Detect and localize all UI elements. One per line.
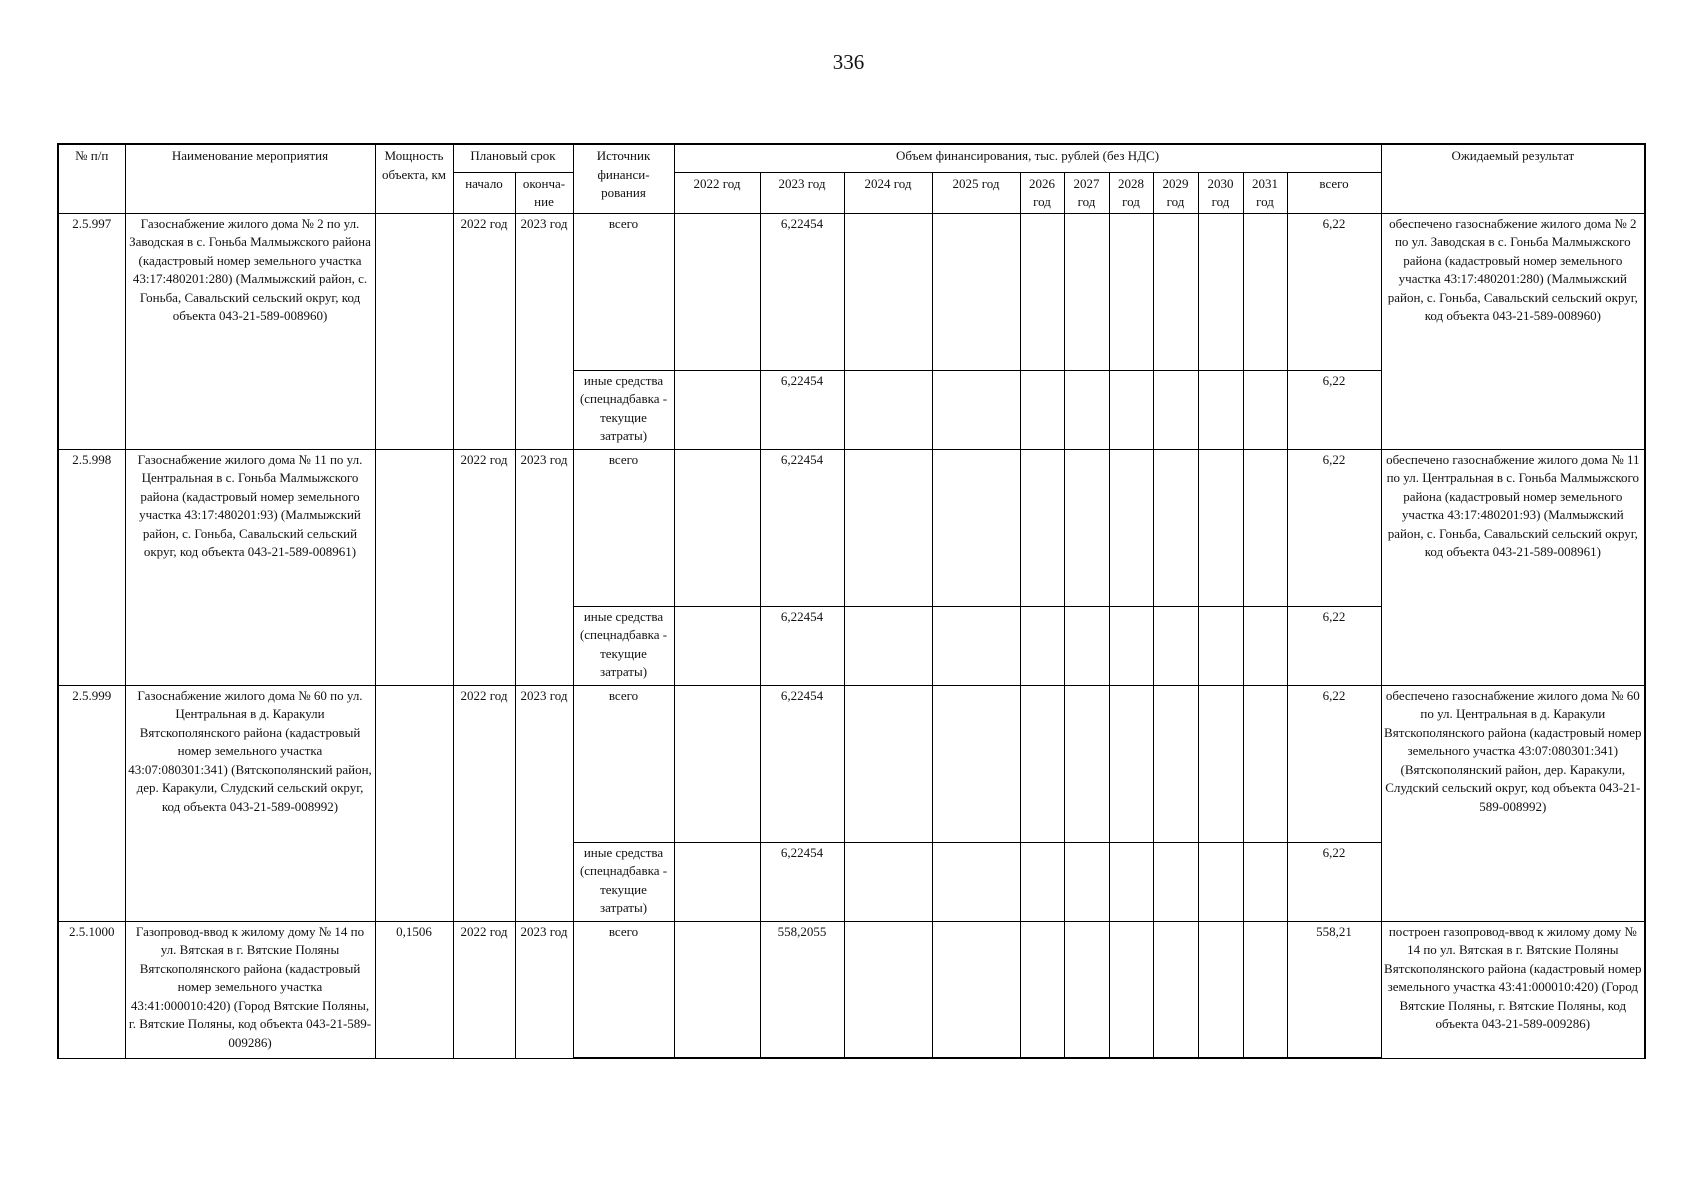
row-2022: [674, 685, 760, 842]
row-2022: [674, 370, 760, 449]
row-2031: [1243, 213, 1287, 370]
row-2024: [844, 213, 932, 370]
header-volume: Объем финансирования, тыс. рублей (без НДС): [674, 144, 1381, 172]
row-2028: [1109, 370, 1153, 449]
row-2023: 6,22454: [760, 842, 844, 921]
row-2029: [1153, 606, 1198, 685]
header-end: оконча-ние: [515, 172, 573, 213]
row-2027: [1064, 685, 1109, 842]
row-num: 2.5.1000: [58, 921, 125, 1058]
row-2026: [1020, 606, 1064, 685]
row-2022: [674, 449, 760, 606]
table-row: [58, 449, 1645, 606]
row-2026: [1020, 921, 1064, 1058]
row-2027: [1064, 921, 1109, 1058]
row-2029: [1153, 370, 1198, 449]
row-capacity: [375, 449, 453, 685]
row-2026: [1020, 842, 1064, 921]
row-source: всего: [573, 213, 674, 370]
row-2022: [674, 606, 760, 685]
header-year: 2030 год: [1198, 172, 1243, 213]
row-2023: 6,22454: [760, 370, 844, 449]
row-2031: [1243, 842, 1287, 921]
row-2028: [1109, 606, 1153, 685]
header-capacity: Мощность объекта, км: [375, 144, 453, 213]
row-2026: [1020, 370, 1064, 449]
row-start: 2022 год: [453, 449, 515, 685]
row-name: Газоснабжение жилого дома № 2 по ул. Заводская в с. Гоньба Малмыжского района (кадастровый номер земельного участка 43:17:480201:280) (Малмыжский район, с. Гоньба, Савальский сельский округ, код объекта 043-21-589-008960): [125, 213, 375, 449]
row-total: 6,22: [1287, 606, 1381, 685]
row-name: Газоснабжение жилого дома № 60 по ул. Центральная в д. Каракули Вятскополянского района (кадастровый номер земельного участка 43:07:080301:341) (Вятскополянский район, дер. Каракули, Слудский сельский округ, код объекта 043-21-589-008992): [125, 685, 375, 921]
row-result: построен газопровод-ввод к жилому дому № 14 по ул. Вятская в г. Вятские Поляны Вятскополянского района (кадастровый номер земельного участка 43:41:000010:420) (Город Вятские Поляны, г. Вятские Поляны, код объекта 043-21-589-009286): [1381, 921, 1645, 1058]
header-year: 2025 год: [932, 172, 1020, 213]
row-2031: [1243, 685, 1287, 842]
row-name: Газопровод-ввод к жилому дому № 14 по ул. Вятская в г. Вятские Поляны Вятскополянского района (кадастровый номер земельного участка 43:41:000010:420) (Город Вятские Поляны, г. Вятские Поляны, код объекта 043-21-589-009286): [125, 921, 375, 1058]
row-source: всего: [573, 685, 674, 842]
row-2030: [1198, 842, 1243, 921]
row-2024: [844, 921, 932, 1058]
row-num: 2.5.998: [58, 449, 125, 685]
row-2030: [1198, 685, 1243, 842]
row-2027: [1064, 449, 1109, 606]
row-2028: [1109, 921, 1153, 1058]
row-2023: 6,22454: [760, 685, 844, 842]
header-year: 2026 год: [1020, 172, 1064, 213]
row-source: иные средства (спецнадбавка - текущие затраты): [573, 370, 674, 449]
row-capacity: 0,1506: [375, 921, 453, 1058]
row-start: 2022 год: [453, 685, 515, 921]
row-2023: 6,22454: [760, 213, 844, 370]
row-2026: [1020, 449, 1064, 606]
row-2025: [932, 606, 1020, 685]
header-year: 2029 год: [1153, 172, 1198, 213]
row-total: 6,22: [1287, 213, 1381, 370]
row-name: Газоснабжение жилого дома № 11 по ул. Центральная в с. Гоньба Малмыжского района (кадастровый номер земельного участка 43:17:480201:93) (Малмыжский район, с. Гоньба, Савальский сельский округ, код объекта 043-21-589-008961): [125, 449, 375, 685]
row-source: всего: [573, 449, 674, 606]
row-2028: [1109, 213, 1153, 370]
header-year: 2023 год: [760, 172, 844, 213]
row-2030: [1198, 213, 1243, 370]
table-body: [58, 213, 1645, 1058]
header-name: Наименование мероприятия: [125, 144, 375, 213]
row-2023: 6,22454: [760, 606, 844, 685]
row-result: обеспечено газоснабжение жилого дома № 2 по ул. Заводская в с. Гоньба Малмыжского района (кадастровый номер земельного участка 43:17:480201:280) (Малмыжский район, с. Гоньба, Савальский сельский округ, код объекта 043-21-589-008960): [1381, 213, 1645, 449]
header-total: всего: [1287, 172, 1381, 213]
row-2023: 558,2055: [760, 921, 844, 1058]
row-capacity: [375, 685, 453, 921]
row-result: обеспечено газоснабжение жилого дома № 60 по ул. Центральная в д. Каракули Вятскополянского района (кадастровый номер земельного участка 43:07:080301:341) (Вятскополянский район, дер. Каракули, Слудский сельский округ, код объекта 043-21-589-008992): [1381, 685, 1645, 921]
row-2024: [844, 842, 932, 921]
row-total: 558,21: [1287, 921, 1381, 1058]
header-year: 2022 год: [674, 172, 760, 213]
row-source: иные средства (спецнадбавка - текущие затраты): [573, 842, 674, 921]
row-end: 2023 год: [515, 685, 573, 921]
header-source: Источник финанси-рования: [573, 144, 674, 213]
row-2030: [1198, 370, 1243, 449]
page-number: 336: [832, 50, 865, 74]
header-year: 2027 год: [1064, 172, 1109, 213]
row-2028: [1109, 842, 1153, 921]
row-2026: [1020, 213, 1064, 370]
row-2022: [674, 921, 760, 1058]
header-num: № п/п: [58, 144, 125, 213]
row-2027: [1064, 213, 1109, 370]
row-total: 6,22: [1287, 685, 1381, 842]
row-2030: [1198, 606, 1243, 685]
row-2026: [1020, 685, 1064, 842]
row-2031: [1243, 449, 1287, 606]
table-row: [58, 213, 1645, 370]
row-2029: [1153, 213, 1198, 370]
row-2030: [1198, 449, 1243, 606]
header-year: 2031 год: [1243, 172, 1287, 213]
row-2025: [932, 685, 1020, 842]
row-2025: [932, 921, 1020, 1058]
row-2023: 6,22454: [760, 449, 844, 606]
row-2031: [1243, 370, 1287, 449]
header-year: 2028 год: [1109, 172, 1153, 213]
table-row: [58, 921, 1645, 1058]
header-year: 2024 год: [844, 172, 932, 213]
row-start: 2022 год: [453, 921, 515, 1058]
row-2025: [932, 370, 1020, 449]
table-header: [58, 144, 1645, 213]
row-2024: [844, 449, 932, 606]
row-result: обеспечено газоснабжение жилого дома № 11 по ул. Центральная в с. Гоньба Малмыжского района (кадастровый номер земельного участка 43:17:480201:93) (Малмыжский район, с. Гоньба, Савальский сельский округ, код объекта 043-21-589-008961): [1381, 449, 1645, 685]
row-2031: [1243, 921, 1287, 1058]
row-source: всего: [573, 921, 674, 1058]
row-2028: [1109, 449, 1153, 606]
header-plan: Плановый срок: [453, 144, 573, 172]
row-2031: [1243, 606, 1287, 685]
row-num: 2.5.997: [58, 213, 125, 449]
row-2029: [1153, 449, 1198, 606]
row-2024: [844, 685, 932, 842]
row-end: 2023 год: [515, 921, 573, 1058]
row-2029: [1153, 685, 1198, 842]
row-2025: [932, 449, 1020, 606]
header-result: Ожидаемый результат: [1381, 144, 1645, 213]
row-2027: [1064, 606, 1109, 685]
row-2025: [932, 213, 1020, 370]
row-end: 2023 год: [515, 449, 573, 685]
row-2024: [844, 370, 932, 449]
row-2029: [1153, 842, 1198, 921]
row-total: 6,22: [1287, 370, 1381, 449]
row-2025: [932, 842, 1020, 921]
row-start: 2022 год: [453, 213, 515, 449]
header-start: начало: [453, 172, 515, 213]
row-total: 6,22: [1287, 449, 1381, 606]
row-source: иные средства (спецнадбавка - текущие затраты): [573, 606, 674, 685]
table-row: [58, 685, 1645, 842]
row-2028: [1109, 685, 1153, 842]
row-capacity: [375, 213, 453, 449]
row-total: 6,22: [1287, 842, 1381, 921]
row-2029: [1153, 921, 1198, 1058]
row-2022: [674, 213, 760, 370]
row-num: 2.5.999: [58, 685, 125, 921]
row-2022: [674, 842, 760, 921]
row-2024: [844, 606, 932, 685]
row-end: 2023 год: [515, 213, 573, 449]
row-2027: [1064, 842, 1109, 921]
row-2030: [1198, 921, 1243, 1058]
row-2027: [1064, 370, 1109, 449]
financing-table: [57, 143, 1646, 1059]
